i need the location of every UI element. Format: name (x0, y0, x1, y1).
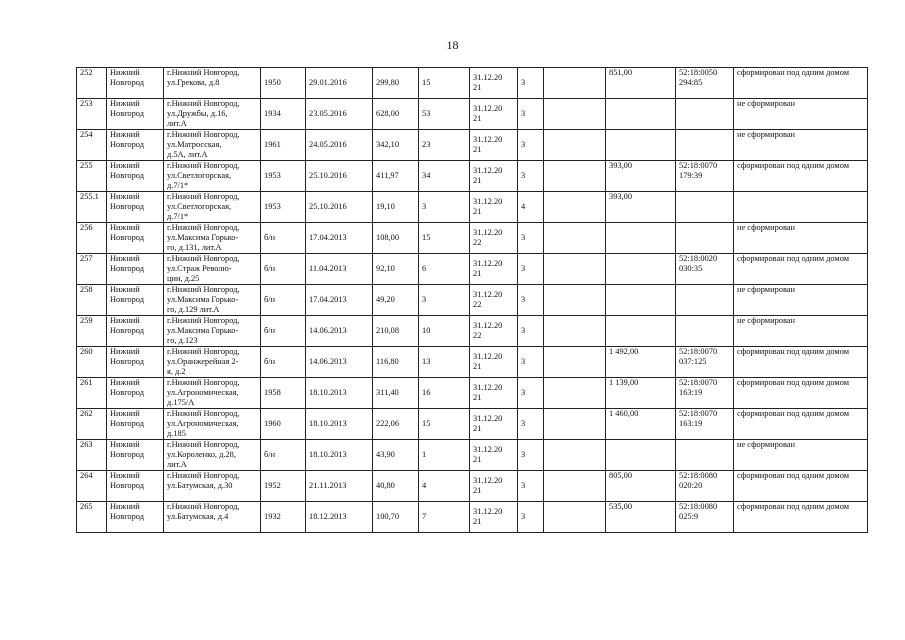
city-cell: Нижний Новгород (107, 161, 164, 192)
empty-cell (544, 502, 606, 533)
living-area-cell: 100,70 (373, 502, 419, 533)
recognition-date-cell: 25.10.2016 (306, 192, 373, 223)
cadastral-number-cell (676, 192, 734, 223)
land-area-cell: 1 492,00 (606, 347, 676, 378)
table-row (77, 347, 868, 378)
living-area-cell: 299,80 (373, 68, 419, 99)
table-row (77, 285, 868, 316)
living-area-cell: 411,97 (373, 161, 419, 192)
table-row (77, 130, 868, 161)
residents-count-cell: 3 (419, 192, 470, 223)
residents-count-cell: 13 (419, 347, 470, 378)
city-cell: Нижний Новгород (107, 130, 164, 161)
residents-count-cell: 10 (419, 316, 470, 347)
stage-cell: 3 (518, 316, 544, 347)
cadastral-number-cell: 52:18:0080 020:20 (676, 471, 734, 502)
living-area-cell: 19,10 (373, 192, 419, 223)
table-row (77, 409, 868, 440)
resettlement-deadline-cell: 31.12.20 21 (470, 471, 518, 502)
row-number-cell: 262 (77, 409, 107, 440)
land-plot-status-cell: не сформирован (734, 285, 868, 316)
recognition-date-cell: 18.10.2013 (306, 409, 373, 440)
city-cell: Нижний Новгород (107, 223, 164, 254)
table-row (77, 99, 868, 130)
empty-cell (544, 68, 606, 99)
empty-cell (544, 471, 606, 502)
residents-count-cell: 53 (419, 99, 470, 130)
land-plot-status-cell: не сформирован (734, 130, 868, 161)
empty-cell (544, 440, 606, 471)
resettlement-deadline-cell: 31.12.20 21 (470, 347, 518, 378)
stage-cell: 3 (518, 99, 544, 130)
year-built-cell: 1934 (261, 99, 306, 130)
stage-cell: 3 (518, 254, 544, 285)
resettlement-deadline-cell: 31.12.20 21 (470, 254, 518, 285)
land-area-cell (606, 440, 676, 471)
stage-cell: 4 (518, 192, 544, 223)
resettlement-deadline-cell: 31.12.20 21 (470, 99, 518, 130)
stage-cell: 3 (518, 409, 544, 440)
row-number-cell: 253 (77, 99, 107, 130)
land-plot-status-cell: не сформирован (734, 316, 868, 347)
land-area-cell (606, 316, 676, 347)
recognition-date-cell: 18.12.2013 (306, 502, 373, 533)
table-row (77, 254, 868, 285)
year-built-cell: б/н (261, 347, 306, 378)
cadastral-number-cell (676, 223, 734, 254)
land-area-cell: 535,00 (606, 502, 676, 533)
recognition-date-cell: 25.10.2016 (306, 161, 373, 192)
land-area-cell: 1 139,00 (606, 378, 676, 409)
empty-cell (544, 378, 606, 409)
cadastral-number-cell (676, 285, 734, 316)
table-row (77, 161, 868, 192)
cadastral-number-cell: 52:18:0020 030:35 (676, 254, 734, 285)
living-area-cell: 108,00 (373, 223, 419, 254)
recognition-date-cell: 21.11.2013 (306, 471, 373, 502)
city-cell: Нижний Новгород (107, 285, 164, 316)
year-built-cell: 1953 (261, 192, 306, 223)
table-row (77, 192, 868, 223)
empty-cell (544, 161, 606, 192)
register-rows (77, 68, 868, 533)
address-cell: г.Нижний Новгород, ул.Максима Горько- го, д.129 лит.А (164, 285, 261, 316)
row-number-cell: 255 (77, 161, 107, 192)
resettlement-deadline-cell: 31.12.20 22 (470, 316, 518, 347)
address-cell: г.Нижний Новгород, ул.Агрономическая, д.175/А (164, 378, 261, 409)
table-row (77, 223, 868, 254)
city-cell: Нижний Новгород (107, 68, 164, 99)
land-plot-status-cell: сформирован под одним домом (734, 409, 868, 440)
empty-cell (544, 285, 606, 316)
living-area-cell: 49,20 (373, 285, 419, 316)
living-area-cell: 628,00 (373, 99, 419, 130)
table-row (77, 502, 868, 533)
year-built-cell: 1961 (261, 130, 306, 161)
cadastral-number-cell (676, 440, 734, 471)
row-number-cell: 252 (77, 68, 107, 99)
stage-cell: 3 (518, 130, 544, 161)
living-area-cell: 40,80 (373, 471, 419, 502)
row-number-cell: 258 (77, 285, 107, 316)
row-number-cell: 259 (77, 316, 107, 347)
land-area-cell: 805,00 (606, 471, 676, 502)
resettlement-deadline-cell: 31.12.20 21 (470, 502, 518, 533)
residents-count-cell: 34 (419, 161, 470, 192)
year-built-cell: 1932 (261, 502, 306, 533)
living-area-cell: 222,06 (373, 409, 419, 440)
cadastral-number-cell: 52:18:0080 025:9 (676, 502, 734, 533)
year-built-cell: 1950 (261, 68, 306, 99)
year-built-cell: б/н (261, 285, 306, 316)
land-area-cell (606, 254, 676, 285)
empty-cell (544, 316, 606, 347)
empty-cell (544, 192, 606, 223)
living-area-cell: 43,90 (373, 440, 419, 471)
address-cell: г.Нижний Новгород, ул.Светлогорская, д.7/1* (164, 161, 261, 192)
empty-cell (544, 254, 606, 285)
land-plot-status-cell: сформирован под одним домом (734, 471, 868, 502)
cadastral-number-cell (676, 130, 734, 161)
residents-count-cell: 16 (419, 378, 470, 409)
stage-cell: 3 (518, 223, 544, 254)
address-cell: г.Нижний Новгород, ул.Агрономическая, д.185 (164, 409, 261, 440)
land-area-cell (606, 130, 676, 161)
empty-cell (544, 409, 606, 440)
living-area-cell: 311,40 (373, 378, 419, 409)
stage-cell: 3 (518, 347, 544, 378)
cadastral-number-cell: 52:18:0070 037:125 (676, 347, 734, 378)
recognition-date-cell: 14.06.2013 (306, 347, 373, 378)
city-cell: Нижний Новгород (107, 316, 164, 347)
land-plot-status-cell: сформирован под одним домом (734, 378, 868, 409)
address-cell: г.Нижний Новгород, ул.Светлогорская, д.7/1* (164, 192, 261, 223)
living-area-cell: 92,10 (373, 254, 419, 285)
address-cell: г.Нижний Новгород, ул.Грекова, д.8 (164, 68, 261, 99)
empty-cell (544, 223, 606, 254)
stage-cell: 3 (518, 378, 544, 409)
resettlement-deadline-cell: 31.12.20 22 (470, 223, 518, 254)
residents-count-cell: 15 (419, 223, 470, 254)
residents-count-cell: 3 (419, 285, 470, 316)
recognition-date-cell: 17.04.2013 (306, 223, 373, 254)
residents-count-cell: 4 (419, 471, 470, 502)
resettlement-deadline-cell: 31.12.20 21 (470, 68, 518, 99)
city-cell: Нижний Новгород (107, 347, 164, 378)
stage-cell: 3 (518, 285, 544, 316)
resettlement-deadline-cell: 31.12.20 21 (470, 192, 518, 223)
land-area-cell (606, 223, 676, 254)
recognition-date-cell: 18.10.2013 (306, 440, 373, 471)
land-plot-status-cell: сформирован под одним домом (734, 68, 868, 99)
row-number-cell: 256 (77, 223, 107, 254)
table-row (77, 471, 868, 502)
living-area-cell: 116,80 (373, 347, 419, 378)
resettlement-deadline-cell: 31.12.20 21 (470, 440, 518, 471)
table-row (77, 440, 868, 471)
year-built-cell: 1953 (261, 161, 306, 192)
land-area-cell (606, 99, 676, 130)
stage-cell: 3 (518, 471, 544, 502)
cadastral-number-cell: 52:18:0050 294:85 (676, 68, 734, 99)
city-cell: Нижний Новгород (107, 471, 164, 502)
page-number: 18 (446, 38, 459, 52)
land-area-cell: 393,00 (606, 192, 676, 223)
stage-cell: 3 (518, 68, 544, 99)
city-cell: Нижний Новгород (107, 192, 164, 223)
address-cell: г.Нижний Новгород, ул.Дружбы, д.16, лит.А (164, 99, 261, 130)
address-cell: г.Нижний Новгород, ул.Оранжерейная 2- я, д.2 (164, 347, 261, 378)
row-number-cell: 265 (77, 502, 107, 533)
resettlement-deadline-cell: 31.12.20 22 (470, 285, 518, 316)
recognition-date-cell: 23.05.2016 (306, 99, 373, 130)
address-cell: г.Нижний Новгород, ул.Максима Горько- го, д.131, лит.А (164, 223, 261, 254)
city-cell: Нижний Новгород (107, 254, 164, 285)
land-plot-status-cell: не сформирован (734, 223, 868, 254)
row-number-cell: 254 (77, 130, 107, 161)
city-cell: Нижний Новгород (107, 502, 164, 533)
row-number-cell: 263 (77, 440, 107, 471)
row-number-cell: 260 (77, 347, 107, 378)
housing-register-table (76, 67, 868, 533)
address-cell: г.Нижний Новгород, ул.Страж Револю- ции, д.25 (164, 254, 261, 285)
recognition-date-cell: 29.01.2016 (306, 68, 373, 99)
residents-count-cell: 7 (419, 502, 470, 533)
year-built-cell: б/н (261, 316, 306, 347)
recognition-date-cell: 24.05.2016 (306, 130, 373, 161)
land-plot-status-cell: сформирован под одним домом (734, 161, 868, 192)
city-cell: Нижний Новгород (107, 378, 164, 409)
land-plot-status-cell: сформирован под одним домом (734, 502, 868, 533)
residents-count-cell: 15 (419, 409, 470, 440)
land-plot-status-cell: не сформирован (734, 99, 868, 130)
cadastral-number-cell: 52:18:0070 179:39 (676, 161, 734, 192)
resettlement-deadline-cell: 31.12.20 21 (470, 161, 518, 192)
city-cell: Нижний Новгород (107, 409, 164, 440)
residents-count-cell: 6 (419, 254, 470, 285)
resettlement-deadline-cell: 31.12.20 21 (470, 409, 518, 440)
year-built-cell: б/н (261, 254, 306, 285)
residents-count-cell: 23 (419, 130, 470, 161)
recognition-date-cell: 14.06.2013 (306, 316, 373, 347)
recognition-date-cell: 11.04.2013 (306, 254, 373, 285)
residents-count-cell: 15 (419, 68, 470, 99)
year-built-cell: 1952 (261, 471, 306, 502)
land-area-cell: 1 460,00 (606, 409, 676, 440)
year-built-cell: 1960 (261, 409, 306, 440)
resettlement-deadline-cell: 31.12.20 21 (470, 130, 518, 161)
cadastral-number-cell (676, 316, 734, 347)
stage-cell: 3 (518, 440, 544, 471)
table-row (77, 378, 868, 409)
land-area-cell: 851,00 (606, 68, 676, 99)
recognition-date-cell: 17.04.2013 (306, 285, 373, 316)
city-cell: Нижний Новгород (107, 440, 164, 471)
table-row (77, 316, 868, 347)
empty-cell (544, 99, 606, 130)
stage-cell: 3 (518, 161, 544, 192)
address-cell: г.Нижний Новгород, ул.Короленко, д.28, лит.А (164, 440, 261, 471)
row-number-cell: 264 (77, 471, 107, 502)
cadastral-number-cell: 52:18:0070 163:19 (676, 378, 734, 409)
table-row (77, 68, 868, 99)
empty-cell (544, 347, 606, 378)
cadastral-number-cell: 52:18:0070 163:19 (676, 409, 734, 440)
year-built-cell: б/н (261, 223, 306, 254)
row-number-cell: 257 (77, 254, 107, 285)
address-cell: г.Нижний Новгород, ул.Батумская, д.4 (164, 502, 261, 533)
land-plot-status-cell: сформирован под одним домом (734, 254, 868, 285)
row-number-cell: 261 (77, 378, 107, 409)
cadastral-number-cell (676, 99, 734, 130)
land-plot-status-cell (734, 192, 868, 223)
address-cell: г.Нижний Новгород, ул.Максима Горько- го, д.123 (164, 316, 261, 347)
land-plot-status-cell: сформирован под одним домом (734, 347, 868, 378)
resettlement-deadline-cell: 31.12.20 21 (470, 378, 518, 409)
living-area-cell: 210,08 (373, 316, 419, 347)
living-area-cell: 342,10 (373, 130, 419, 161)
year-built-cell: б/н (261, 440, 306, 471)
land-area-cell (606, 285, 676, 316)
row-number-cell: 255.1 (77, 192, 107, 223)
address-cell: г.Нижний Новгород, ул.Батумская, д.30 (164, 471, 261, 502)
city-cell: Нижний Новгород (107, 99, 164, 130)
recognition-date-cell: 18.10.2013 (306, 378, 373, 409)
year-built-cell: 1958 (261, 378, 306, 409)
empty-cell (544, 130, 606, 161)
address-cell: г.Нижний Новгород, ул.Матросская, д.5А, лит.А (164, 130, 261, 161)
stage-cell: 3 (518, 502, 544, 533)
land-plot-status-cell: не сформирован (734, 440, 868, 471)
land-area-cell: 393,00 (606, 161, 676, 192)
residents-count-cell: 1 (419, 440, 470, 471)
